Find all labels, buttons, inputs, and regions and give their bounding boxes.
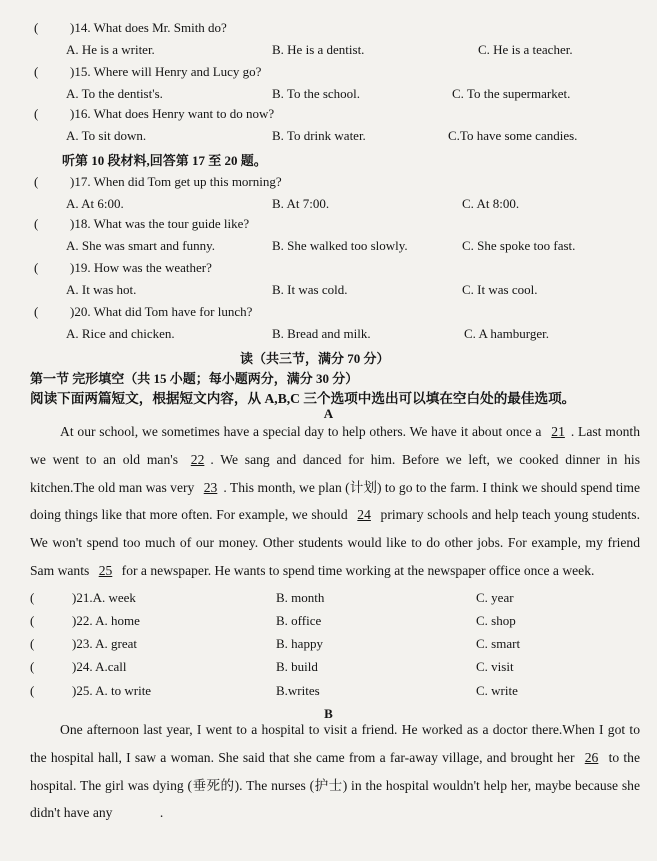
answer-paren: (: [30, 659, 35, 674]
cloze-option-c: C. year: [476, 590, 514, 605]
cloze-option-c: C. shop: [476, 613, 516, 628]
option-b: B. It was cold.: [272, 282, 348, 297]
question-18: [0, 216, 657, 236]
question-17: [0, 174, 657, 194]
answer-paren: (: [30, 590, 35, 605]
blank-24: 24: [357, 507, 371, 523]
answer-paren: (: [30, 636, 35, 651]
cloze-option-b: B. happy: [276, 636, 323, 651]
passage-b-text: to the hospital. The girl was dying (垂死的). The nurses (护士) in the hospital wouldn't help her, maybe because she didn't have any: [30, 749, 640, 821]
passage-a-text: . This month, we plan (计划) to go to the farm. I think we should spend time doing things like that more often. For example, we should: [30, 479, 640, 523]
answer-paren: (: [34, 304, 39, 319]
cloze-option-b: B.writes: [276, 683, 320, 698]
answer-paren: (: [34, 174, 39, 189]
cloze-option-a: )22. A. home: [72, 613, 140, 628]
cloze-21: [0, 590, 657, 610]
cloze-option-c: C. visit: [476, 659, 514, 674]
question-20: [0, 304, 657, 324]
option-b: B. He is a dentist.: [272, 42, 365, 57]
option-c: C. He is a teacher.: [478, 42, 573, 57]
cloze-option-a: )23. A. great: [72, 636, 137, 651]
question-stem: )16. What does Henry want to do now?: [70, 106, 275, 121]
question-14: [0, 20, 657, 40]
options-15: [0, 86, 657, 106]
blank-22: 22: [190, 451, 205, 467]
option-a: A. At 6:00.: [66, 196, 124, 211]
options-19: [0, 282, 657, 302]
question-stem: )18. What was the tour guide like?: [70, 216, 250, 231]
answer-paren: (: [30, 613, 35, 628]
option-b: B. At 7:00.: [272, 196, 330, 211]
cloze-option-a: )25. A. to write: [72, 683, 152, 698]
cloze-22: [0, 613, 657, 633]
question-stem: )17. When did Tom get up this morning?: [70, 174, 282, 189]
option-b: B. Bread and milk.: [272, 326, 371, 341]
options-20: [0, 326, 657, 346]
cloze-option-c: C. write: [476, 683, 518, 698]
question-stem: )19. How was the weather?: [70, 260, 212, 275]
option-a: A. She was smart and funny.: [66, 238, 215, 253]
option-c: C. She spoke too fast.: [462, 238, 576, 253]
option-a: A. Rice and chicken.: [66, 326, 175, 341]
cloze-25: [0, 683, 657, 703]
section-1-title: 第一节 完形填空（共 15 小题；每小题两分，满分 30 分）: [30, 371, 359, 386]
options-16: [0, 128, 657, 148]
cloze-23: [0, 636, 657, 656]
passage-a: [30, 418, 640, 585]
answer-paren: (: [34, 106, 39, 121]
question-15: [0, 64, 657, 84]
option-c: C. To the supermarket.: [452, 86, 571, 101]
answer-paren: (: [30, 683, 35, 698]
question-19: [0, 260, 657, 280]
passage-a-text: At our school, we sometimes have a special day to help others. We have it about once a: [60, 424, 546, 439]
blank-27: [116, 805, 160, 820]
passage-a-text: primary schools and help teach young students. We won't spend too much of our money. Other students would like to do other jobs. For example, my friend Sam wants: [30, 507, 640, 578]
question-16: [0, 106, 657, 126]
blank-25: 25: [98, 562, 113, 578]
passage-a-text: for a newspaper. He wants to spend time working at the newspaper office once a week.: [118, 562, 595, 578]
cloze-option-a: )21.A. week: [72, 590, 136, 605]
options-18: [0, 238, 657, 258]
question-stem: )15. Where will Henry and Lucy go?: [70, 64, 262, 79]
blank-26: 26: [584, 749, 599, 765]
cloze-option-b: B. build: [276, 659, 318, 674]
option-a: A. To the dentist's.: [66, 86, 163, 101]
option-a: A. It was hot.: [66, 282, 137, 297]
blank-21: 21: [551, 424, 565, 439]
cloze-option-c: C. smart: [476, 636, 521, 651]
section-1-instruction: 阅读下面两篇短文，根据短文内容，从 A,B,C 三个选项中选出可以填在空白处的最佳选项。: [30, 391, 576, 406]
instruction-section-10: 听第 10 段材料,回答第 17 至 20 题。: [62, 153, 267, 168]
passage-b: [30, 716, 640, 827]
option-c: C.To have some candies.: [448, 128, 578, 143]
question-stem: )20. What did Tom have for lunch?: [70, 304, 253, 319]
cloze-option-b: B. month: [276, 590, 325, 605]
answer-paren: (: [34, 260, 39, 275]
option-b: B. To drink water.: [272, 128, 366, 143]
question-stem: )14. What does Mr. Smith do?: [70, 20, 227, 35]
option-a: A. To sit down.: [66, 128, 147, 143]
option-c: C. A hamburger.: [464, 326, 549, 341]
option-c: C. At 8:00.: [462, 196, 520, 211]
passage-b-label: B: [324, 706, 333, 721]
cloze-24: [0, 659, 657, 679]
passage-a-text: . We sang and danced for him. Before we left, we cooked dinner in his kitchen.The old man was very: [30, 451, 640, 495]
cloze-option-b: B. office: [276, 613, 322, 628]
answer-paren: (: [34, 216, 39, 231]
passage-b-text: .: [159, 805, 164, 821]
passage-a-text: . Last month we went to an old man's: [30, 424, 640, 467]
answer-paren: (: [34, 64, 39, 79]
options-14: [0, 42, 657, 62]
option-a: A. He is a writer.: [66, 42, 155, 57]
option-c: C. It was cool.: [462, 282, 538, 297]
option-b: B. To the school.: [272, 86, 361, 101]
reading-header: 读（共三节，满分 70 分）: [240, 351, 390, 366]
cloze-option-a: )24. A.call: [72, 659, 127, 674]
options-17: [0, 196, 657, 216]
option-b: B. She walked too slowly.: [272, 238, 408, 253]
passage-a-label: A: [323, 406, 334, 421]
blank-23: 23: [203, 479, 218, 495]
answer-paren: (: [34, 20, 39, 35]
passage-b-text: One afternoon last year, I went to a hospital to visit a friend. He worked as a doctor there.When I got to the hospital hall, I saw a woman. She said that she came from a far-away village, and brought her: [30, 722, 640, 765]
